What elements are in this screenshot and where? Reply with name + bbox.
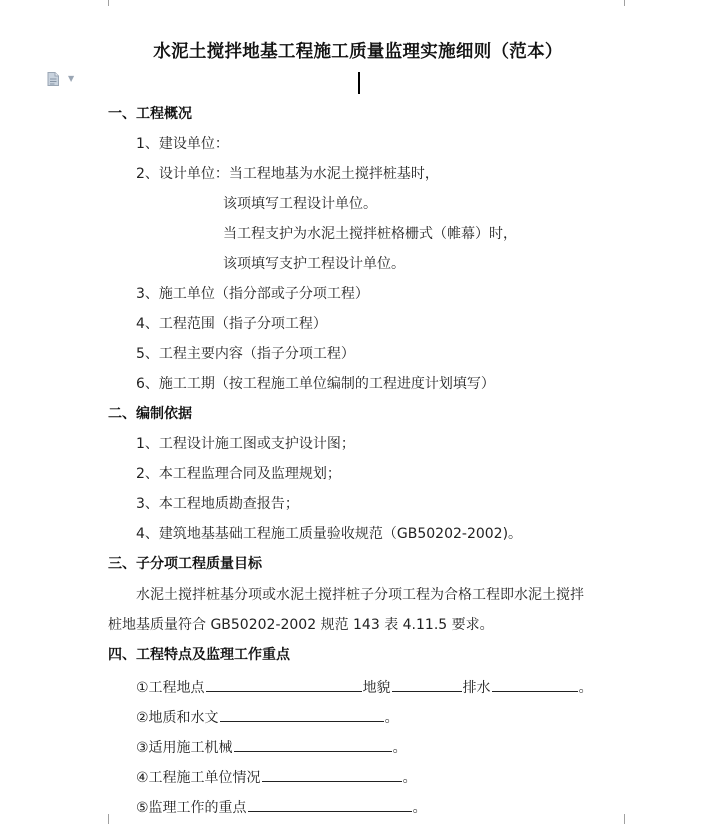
list-item: 该项填写工程设计单位。 xyxy=(223,196,377,212)
fill-line-geology xyxy=(136,706,399,728)
field-end: 。 xyxy=(402,770,417,786)
list-item: 3、本工程地质勘查报告； xyxy=(136,496,299,512)
blank-field[interactable] xyxy=(206,676,362,692)
list-item: 该项填写支护工程设计单位。 xyxy=(223,256,405,272)
fill-line-contractor xyxy=(136,766,417,788)
crop-mark-top-left xyxy=(98,0,109,6)
field-end: 。 xyxy=(384,710,399,726)
field-end: 。 xyxy=(412,800,427,816)
fill-line-site xyxy=(136,676,593,698)
paragraph-line: 水泥土搅拌桩基分项或水泥土搅拌桩子分项工程为合格工程即水泥土搅拌 xyxy=(136,587,584,603)
list-item: 1、建设单位： xyxy=(136,136,229,152)
list-item: 当工程支护为水泥土搅拌桩格栅式（帷幕）时， xyxy=(223,226,517,242)
blank-field[interactable] xyxy=(234,736,392,752)
crop-mark-top-right xyxy=(624,0,635,6)
list-item: 1、工程设计施工图或支护设计图； xyxy=(136,436,355,452)
document-icon[interactable] xyxy=(47,72,59,86)
field-label: ①工程地点 xyxy=(136,680,205,696)
fill-line-machinery xyxy=(136,736,407,758)
section-heading-basis: 二、编制依据 xyxy=(108,406,192,422)
document-title: 水泥土搅拌地基工程施工质量监理实施细则（范本） xyxy=(153,42,563,62)
field-label: ②地质和水文 xyxy=(136,710,219,726)
section-heading-key-points: 四、工程特点及监理工作重点 xyxy=(108,647,290,663)
blank-field[interactable] xyxy=(220,706,384,722)
list-item: 3、施工单位（指分部或子分项工程） xyxy=(136,286,369,302)
blank-field[interactable] xyxy=(262,766,402,782)
field-label: 排水 xyxy=(462,680,491,696)
paragraph-line: 桩地基质量符合 GB50202-2002 规范 143 表 4.11.5 要求。 xyxy=(108,617,494,633)
blank-field[interactable] xyxy=(248,796,412,812)
list-item: 5、工程主要内容（指子分项工程） xyxy=(136,346,355,362)
section-heading-overview: 一、工程概况 xyxy=(108,106,192,122)
list-item: 4、工程范围（指子分项工程） xyxy=(136,316,327,332)
blank-field[interactable] xyxy=(392,676,462,692)
field-end: 。 xyxy=(578,680,593,696)
section-heading-quality-target: 三、子分项工程质量目标 xyxy=(108,556,262,572)
field-label: ③适用施工机械 xyxy=(136,740,233,756)
list-item: 2、设计单位：当工程地基为水泥土搅拌桩基时， xyxy=(136,166,439,182)
crop-mark-bottom-left xyxy=(98,814,109,824)
field-label: ⑤监理工作的重点 xyxy=(136,800,247,816)
list-item: 2、本工程监理合同及监理规划； xyxy=(136,466,341,482)
crop-mark-bottom-right xyxy=(624,814,635,824)
text-cursor xyxy=(358,72,360,94)
blank-field[interactable] xyxy=(492,676,578,692)
dropdown-caret-icon[interactable]: ▼ xyxy=(68,74,75,83)
list-item: 4、建筑地基基础工程施工质量验收规范（GB50202-2002)。 xyxy=(136,526,523,542)
field-label: ④工程施工单位情况 xyxy=(136,770,261,786)
field-end: 。 xyxy=(392,740,407,756)
list-item: 6、施工工期（按工程施工单位编制的工程进度计划填写） xyxy=(136,376,495,392)
field-label: 地貌 xyxy=(362,680,391,696)
fill-line-focus xyxy=(136,796,427,818)
